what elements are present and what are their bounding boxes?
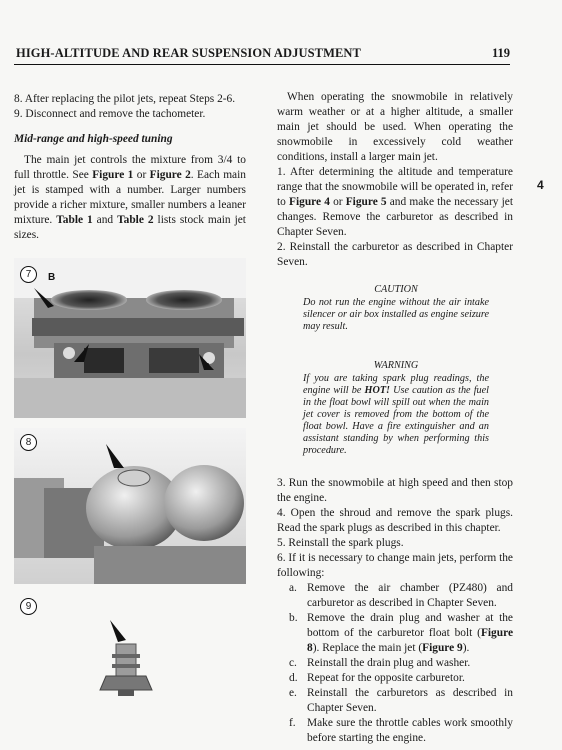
- callout-a: A: [204, 362, 212, 373]
- figure-8-badge: 8: [20, 434, 37, 451]
- substep-b: b. Remove the drain plug and washer at the bottom of the carburetor float bolt (Figure 8). Replace the main jet (Figure 9).: [289, 612, 513, 654]
- figure-7-photo: [14, 258, 246, 418]
- figure-2-ref: Figure 2: [149, 169, 191, 181]
- page-header: [14, 46, 510, 65]
- caution-title: CAUTION: [374, 284, 418, 295]
- right-column-top: [277, 90, 513, 270]
- figure-9-badge: 9: [20, 598, 37, 615]
- caution-notice: [303, 284, 489, 333]
- section-heading: Mid-range and high-speed tuning: [14, 133, 173, 145]
- page-number: 119: [491, 46, 510, 60]
- hot-emphasis: HOT!: [364, 385, 391, 396]
- main-jet-paragraph: The main jet controls the mixture from 3/4 to full throttle. See Figure 1 or Figure 2. Each main jet is stamped with a number. Larger numbers provide a richer mixture, smaller numbers a leaner mixture. Table 1 and Table 2 lists stock main jet sizes.: [14, 154, 246, 241]
- figure-9-photo: [14, 592, 246, 740]
- figure-1-ref: Figure 1: [92, 169, 134, 181]
- step-2: 2. Reinstall the carburetor as described in Chapter Seven.: [277, 241, 513, 268]
- step-3: 3. Run the snowmobile at high speed and then stop the engine.: [277, 477, 513, 504]
- step-6: 6. If it is necessary to change main jets, perform the following:: [277, 552, 513, 579]
- figure-8-photo: [14, 428, 246, 584]
- step-9: 9. Disconnect and remove the tachometer.: [14, 108, 206, 120]
- warning-notice: [303, 360, 489, 457]
- substep-list: [277, 581, 513, 746]
- chapter-tab: 4: [537, 178, 544, 192]
- substep-d: d. Repeat for the opposite carburetor.: [289, 672, 465, 684]
- substep-a: a. Remove the air chamber (PZ480) and carburetor as described in Chapter Seven.: [289, 582, 513, 609]
- left-column: [14, 92, 246, 243]
- intro-paragraph: When operating the snowmobile in relatively warm weather or at a higher altitude, a smaller main jet should be used. When operating the snowmobile in excessively cold weather conditions, install a larger main jet.: [277, 91, 513, 163]
- right-column-bottom: [277, 476, 513, 746]
- running-head: HIGH-ALTITUDE AND REAR SUSPENSION ADJUSTMENT: [16, 46, 361, 60]
- figure-7-badge: 7: [20, 266, 37, 283]
- figure-9-ref: Figure 9: [422, 642, 463, 654]
- substep-c: c. Reinstall the drain plug and washer.: [289, 657, 471, 669]
- caution-text: Do not run the engine without the air intake silencer or air box installed as engine seizure may result.: [303, 297, 489, 332]
- table-1-ref: Table 1: [56, 214, 93, 226]
- figure-8-ref: Figure 8: [307, 627, 513, 654]
- figure-4-ref: Figure 4: [289, 196, 330, 208]
- warning-text: If you are taking spark plug readings, the engine will be HOT! Use caution as the fuel in the float bowl will spill out when the main jet cover is removed from the bottom of the float bowl. Have a fire extinguisher and an assistant standing by when performing this procedure.: [303, 373, 489, 456]
- step-8: 8. After replacing the pilot jets, repeat Steps 2-6.: [14, 93, 236, 105]
- step-5: 5. Reinstall the spark plugs.: [277, 537, 404, 549]
- step-4: 4. Open the shroud and remove the spark plugs. Read the spark plugs as described in this chapter.: [277, 507, 513, 534]
- step-1: 1. After determining the altitude and temperature range that the snowmobile will be operated in, refer to Figure 4 or Figure 5 and make the necessary jet changes. Remove the carburetor as described in Chapter Seven.: [277, 166, 514, 238]
- substep-f: f. Make sure the throttle cables work smoothly before starting the engine.: [289, 717, 513, 744]
- warning-title: WARNING: [373, 360, 419, 371]
- figure-5-ref: Figure 5: [345, 196, 387, 208]
- callout-b: B: [48, 272, 56, 283]
- table-2-ref: Table 2: [117, 214, 154, 226]
- substep-e: e. Reinstall the carburetors as described in Chapter Seven.: [289, 687, 513, 714]
